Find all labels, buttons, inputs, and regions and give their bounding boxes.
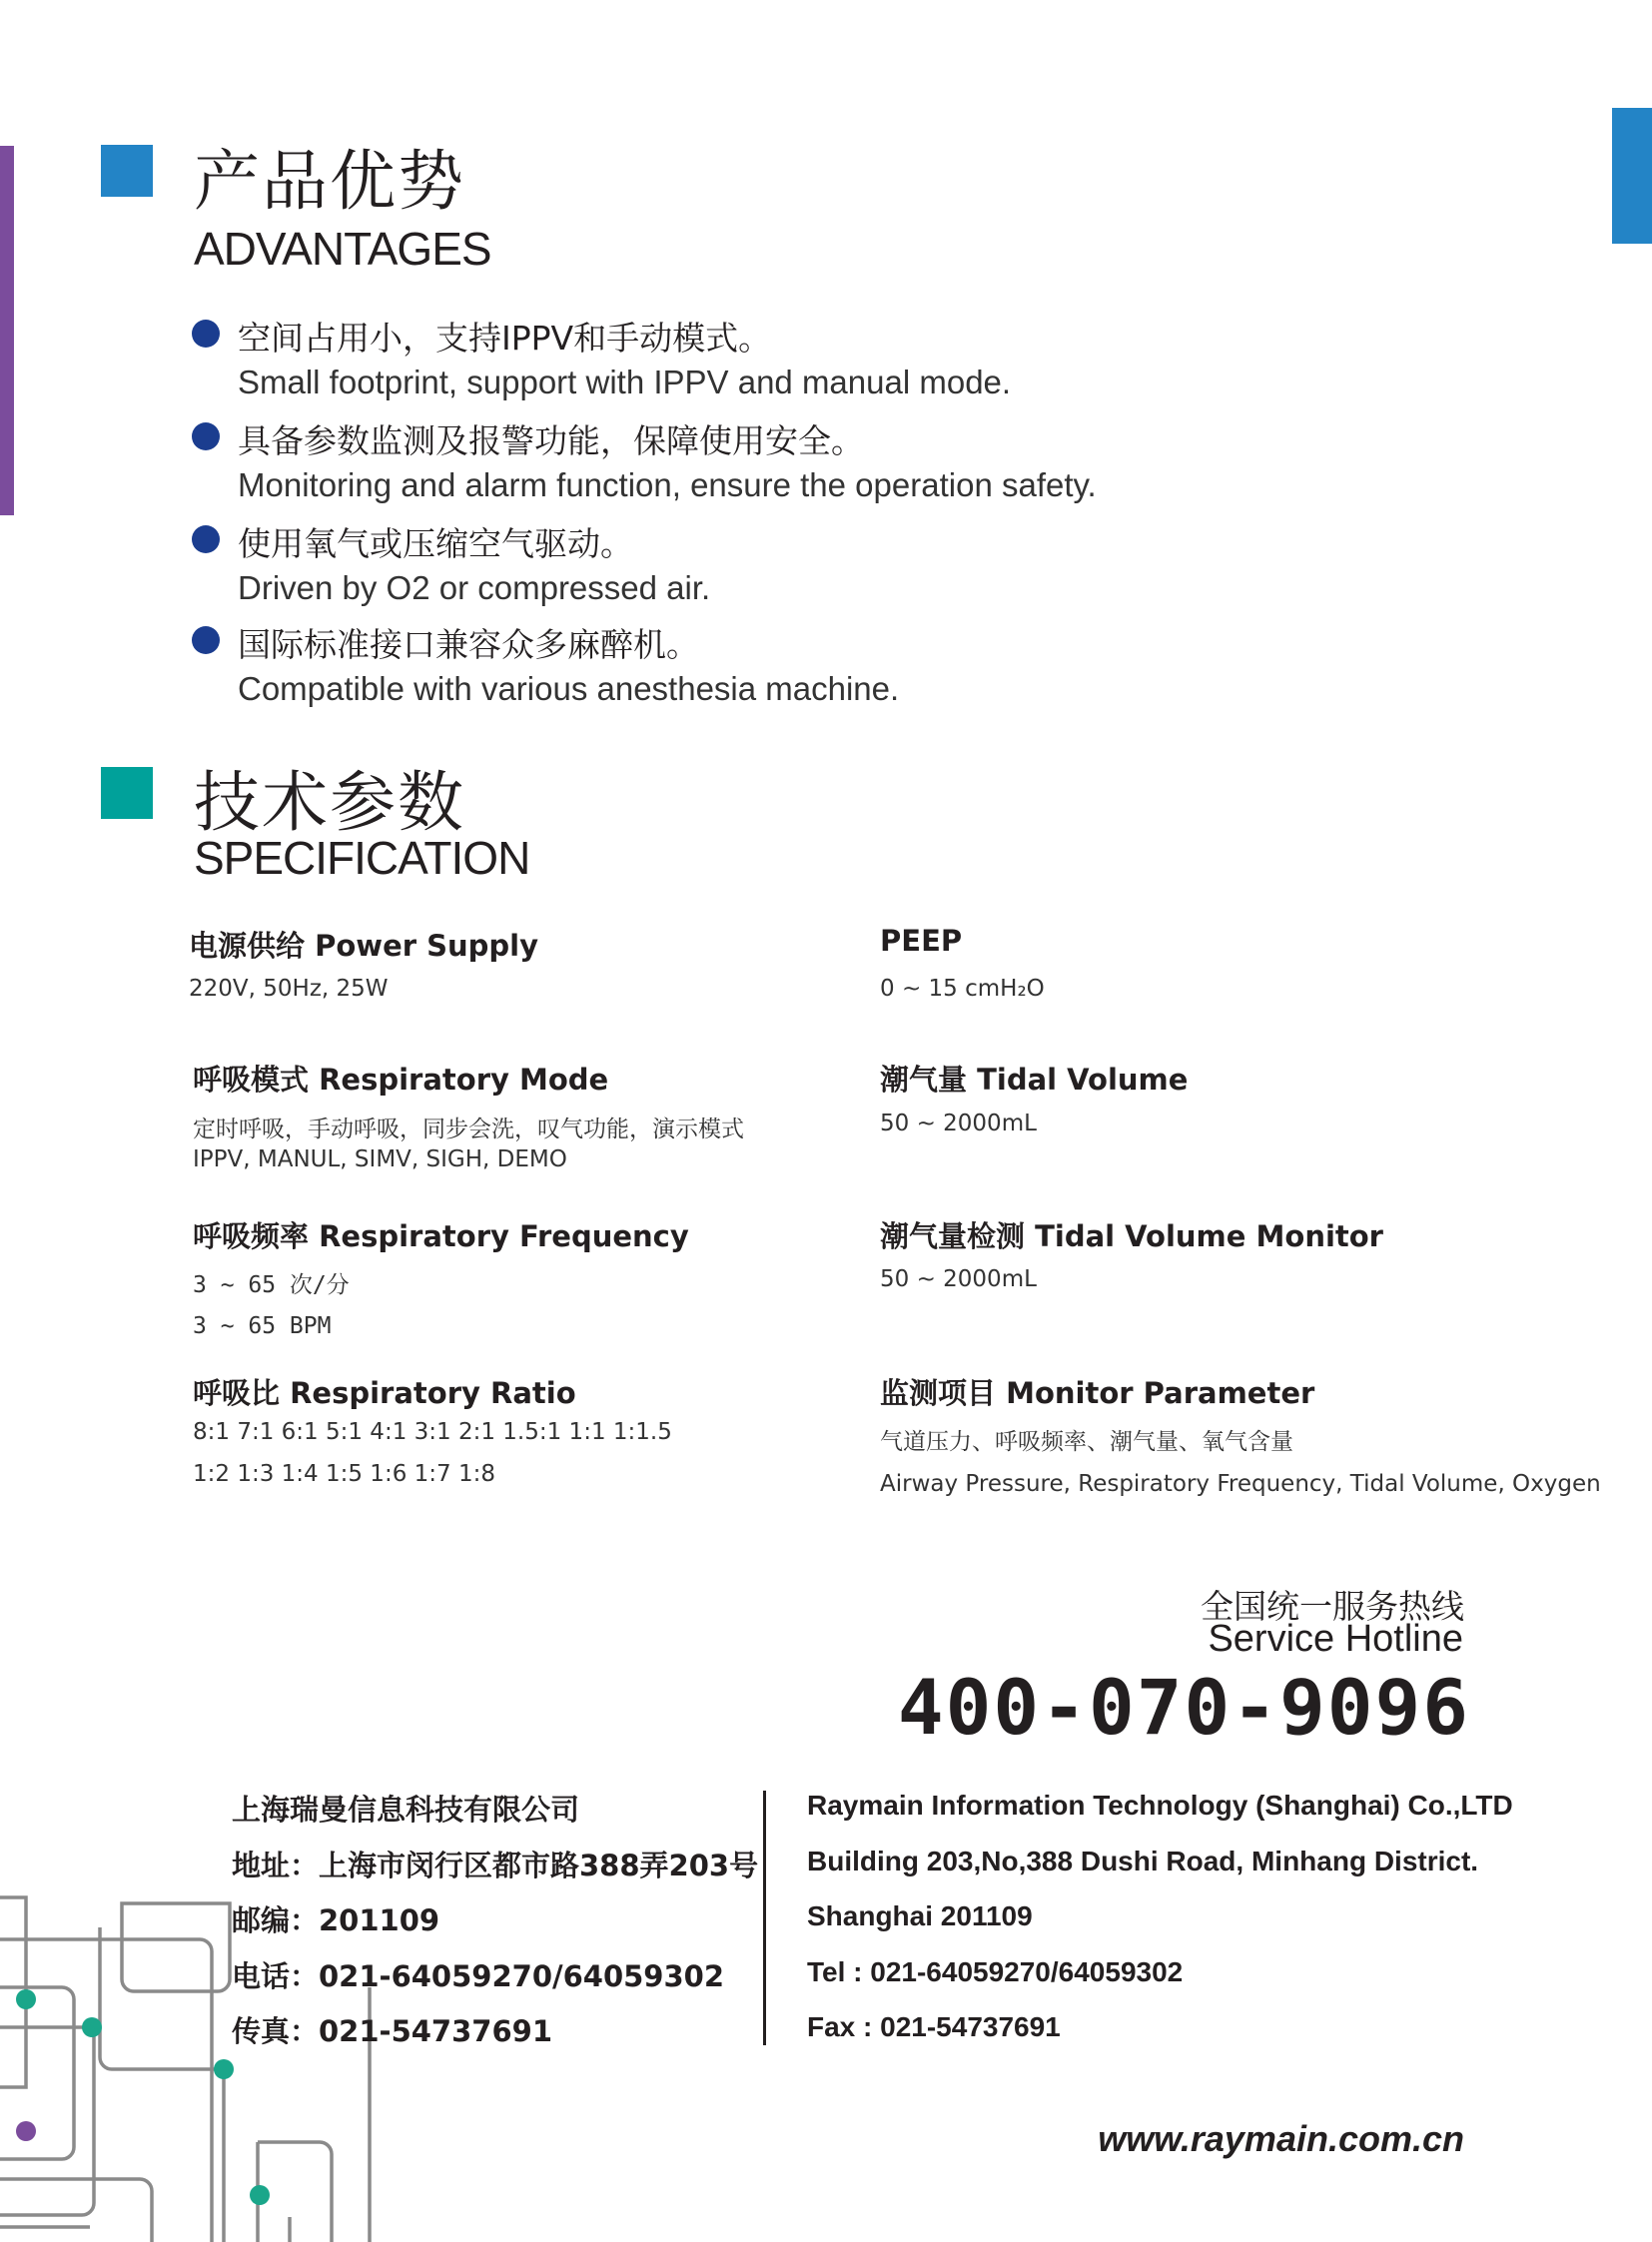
spec-tidal-value: 50 ~ 2000mL: [880, 1111, 1037, 1136]
company-fax-en: Fax : 021-54737691: [807, 2011, 1061, 2042]
advantages-title-en: ADVANTAGES: [194, 223, 491, 275]
left-accent-bar: [0, 146, 14, 515]
spec-ratio-line2: 1:2 1:3 1:4 1:5 1:6 1:7 1:8: [193, 1461, 495, 1487]
spec-monitor-value-en: Airway Pressure, Respiratory Frequency, Tidal Volume, Oxygen: [880, 1471, 1601, 1497]
company-tel-cn: 电话：021-64059270/64059302: [232, 1959, 725, 1993]
circuit-node: [16, 1989, 36, 2009]
company-tel-en: Tel : 021-64059270/64059302: [807, 1956, 1184, 1987]
company-address-en-2: Shanghai 201109: [807, 1900, 1033, 1931]
company-address-cn: 地址：上海市闵行区都市路388弄203号: [232, 1849, 759, 1882]
circuit-node: [16, 2121, 36, 2141]
spec-power-value: 220V, 50Hz, 25W: [189, 976, 389, 1002]
advantage-cn: 具备参数监测及报警功能，保障使用安全。: [238, 421, 864, 460]
company-postcode-cn: 邮编：201109: [232, 1903, 440, 1937]
spec-monitor-title: 监测项目 Monitor Parameter: [880, 1376, 1315, 1410]
advantage-en: Compatible with various anesthesia machine.: [238, 670, 900, 707]
spec-mode-title: 呼吸模式 Respiratory Mode: [193, 1063, 609, 1097]
spec-mode-value-en: IPPV, MANUL, SIMV, SIGH, DEMO: [193, 1146, 567, 1172]
specification-title-cn: 技术参数: [194, 764, 465, 841]
specification-square-icon: [101, 767, 153, 819]
advantage-cn: 空间占用小，支持IPPV和手动模式。: [238, 319, 772, 358]
spec-ratio-title: 呼吸比 Respiratory Ratio: [193, 1376, 576, 1410]
bullet-icon: [192, 626, 220, 654]
hotline-number: 400-070-9096: [897, 1663, 1470, 1752]
company-fax-cn: 传真：021-54737691: [232, 2014, 552, 2048]
advantage-en: Monitoring and alarm function, ensure the operation safety.: [238, 466, 1097, 503]
bullet-icon: [192, 422, 220, 450]
circuit-decoration: [0, 1887, 380, 2242]
advantages-square-icon: [101, 145, 153, 197]
circuit-node: [214, 2059, 234, 2079]
bullet-icon: [192, 525, 220, 553]
advantage-en: Driven by O2 or compressed air.: [238, 569, 711, 606]
company-name-cn: 上海瑞曼信息科技有限公司: [232, 1793, 580, 1827]
spec-power-title: 电源供给 Power Supply: [189, 929, 539, 963]
spec-tidal-monitor-title: 潮气量检测 Tidal Volume Monitor: [880, 1219, 1383, 1253]
hotline-label-en: Service Hotline: [1208, 1618, 1463, 1660]
website-link[interactable]: www.raymain.com.cn: [1098, 2118, 1464, 2159]
advantage-cn: 使用氧气或压缩空气驱动。: [238, 524, 633, 563]
spec-peep-title: PEEP: [880, 924, 963, 958]
bullet-icon: [192, 320, 220, 348]
spec-ratio-line1: 8:1 7:1 6:1 5:1 4:1 3:1 2:1 1.5:1 1:1 1:1.5: [193, 1419, 672, 1445]
advantage-cn: 国际标准接口兼容众多麻醉机。: [238, 625, 699, 664]
spec-tidal-title: 潮气量 Tidal Volume: [880, 1063, 1189, 1097]
circuit-node: [250, 2185, 270, 2205]
spec-frequency-value-en: 3 ~ 65 BPM: [193, 1313, 332, 1339]
right-accent-tab: [1612, 108, 1652, 244]
address-divider: [763, 1791, 766, 2045]
spec-frequency-title: 呼吸频率 Respiratory Frequency: [193, 1219, 689, 1253]
specification-title-en: SPECIFICATION: [194, 832, 530, 884]
circuit-node: [82, 2017, 102, 2037]
company-address-en-1: Building 203,No,388 Dushi Road, Minhang District.: [807, 1846, 1479, 1876]
spec-frequency-value-cn: 3 ~ 65 次/分: [193, 1272, 350, 1298]
advantages-title-cn: 产品优势: [194, 143, 465, 220]
company-name-en: Raymain Information Technology (Shanghai) Co.,LTD: [807, 1790, 1513, 1821]
spec-tidal-monitor-value: 50 ~ 2000mL: [880, 1266, 1037, 1292]
hotline-label-cn: 全国统一服务热线: [1201, 1587, 1464, 1626]
spec-monitor-value-cn: 气道压力、呼吸频率、潮气量、氧气含量: [880, 1429, 1293, 1455]
advantage-en: Small footprint, support with IPPV and manual mode.: [238, 364, 1012, 400]
spec-peep-value: 0 ~ 15 cmH₂O: [880, 976, 1045, 1002]
spec-mode-value-cn: 定时呼吸，手动呼吸，同步会洗，叹气功能，演示模式: [193, 1117, 744, 1142]
